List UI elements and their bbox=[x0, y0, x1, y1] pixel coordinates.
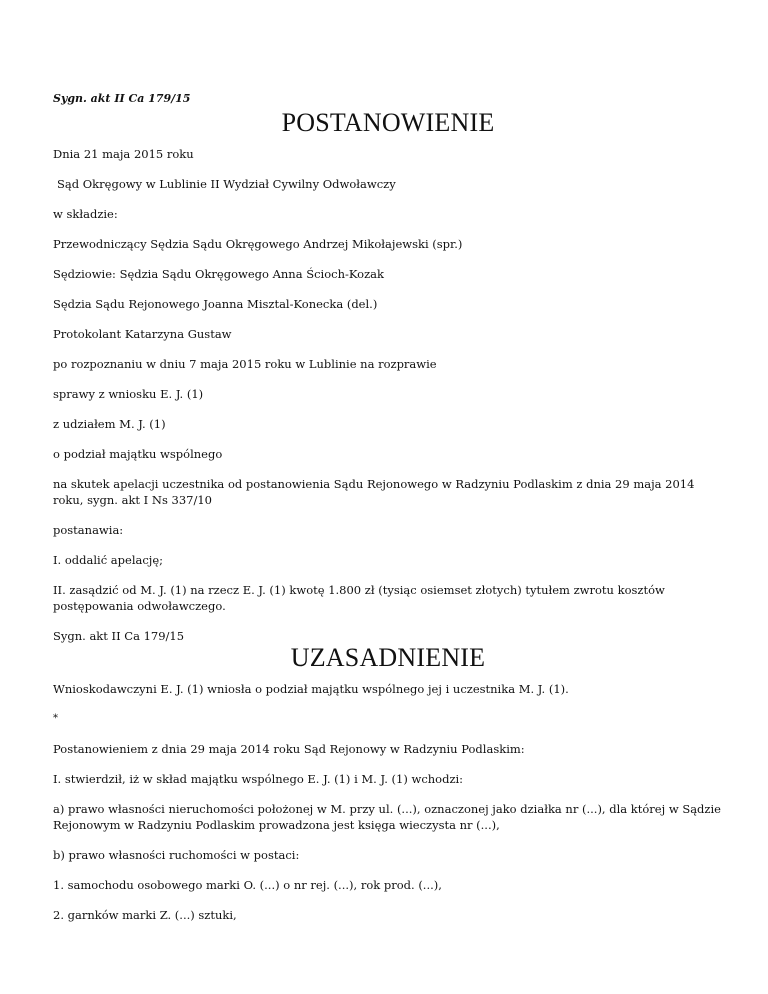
asset-item-b2: 2. garnków marki Z. (...) sztuki, bbox=[53, 908, 237, 922]
clerk-line: Protokolant Katarzyna Gustaw bbox=[53, 327, 232, 341]
asset-item-a: a) prawo własności nieruchomości położonej w M. przy ul. (...), oznaczonej jako działka nr (...), dla której w Sądzie Rejonowym w Radzyniu Podlaskim prowadzona jest księga wieczysta nr (...), bbox=[53, 802, 721, 832]
justification-paragraph-1: Wnioskodawczyni E. J. (1) wniosła o podział majątku wspólnego jej i uczestnika M. J. (1). bbox=[53, 682, 569, 696]
case-number-2: Sygn. akt II Ca 179/15 bbox=[53, 629, 185, 643]
ruling-point-2: II. zasądzić od M. J. (1) na rzecz E. J. (1) kwotę 1.800 zł (tysiąc osiemset złotych) tytułem zwrotu kosztów postępowania odwoławczego. bbox=[53, 583, 665, 613]
subject-line: o podział majątku wspólnego bbox=[53, 447, 223, 461]
composition-intro: w składzie: bbox=[53, 207, 118, 221]
document-title: POSTANOWIENIE bbox=[281, 108, 495, 137]
hearing-line: po rozpoznaniu w dniu 7 maja 2015 roku w Lublinie na rozprawie bbox=[53, 357, 437, 371]
decides-line: postanawia: bbox=[53, 523, 124, 537]
court-name: Sąd Okręgowy w Lublinie II Wydział Cywilny Odwoławczy bbox=[57, 177, 396, 191]
asset-item-b1: 1. samochodu osobowego marki O. (...) o nr rej. (...), rok prod. (...), bbox=[53, 878, 442, 892]
appeal-paragraph: na skutek apelacji uczestnika od postanowienia Sądu Rejonowego w Radzyniu Podlaskim z dnia 29 maja 2014 roku, sygn. akt I Ns 337/10 bbox=[53, 477, 695, 507]
asset-item-b: b) prawo własności ruchomości w postaci: bbox=[53, 848, 300, 862]
justification-paragraph-3: I. stwierdził, iż w skład majątku wspólnego E. J. (1) i M. J. (1) wchodzi: bbox=[53, 772, 464, 786]
justification-title: UZASADNIENIE bbox=[290, 643, 486, 672]
participant-line: z udziałem M. J. (1) bbox=[53, 417, 166, 431]
ruling-point-1: I. oddalić apelację; bbox=[53, 553, 164, 567]
judges-line: Sędziowie: Sędzia Sądu Okręgowego Anna Ścioch-Kozak bbox=[53, 267, 384, 281]
case-of-line: sprawy z wniosku E. J. (1) bbox=[53, 387, 204, 401]
justification-paragraph-2: Postanowieniem z dnia 29 maja 2014 roku Sąd Rejonowy w Radzyniu Podlaskim: bbox=[53, 742, 525, 756]
date-line: Dnia 21 maja 2015 roku bbox=[53, 147, 194, 161]
asterisk-separator: * bbox=[53, 713, 58, 724]
presiding-judge: Przewodniczący Sędzia Sądu Okręgowego Andrzej Mikołajewski (spr.) bbox=[53, 237, 463, 251]
judge-2-line: Sędzia Sądu Rejonowego Joanna Misztal-Konecka (del.) bbox=[53, 297, 378, 311]
case-number-top: Sygn. akt II Ca 179/15 bbox=[53, 92, 191, 105]
